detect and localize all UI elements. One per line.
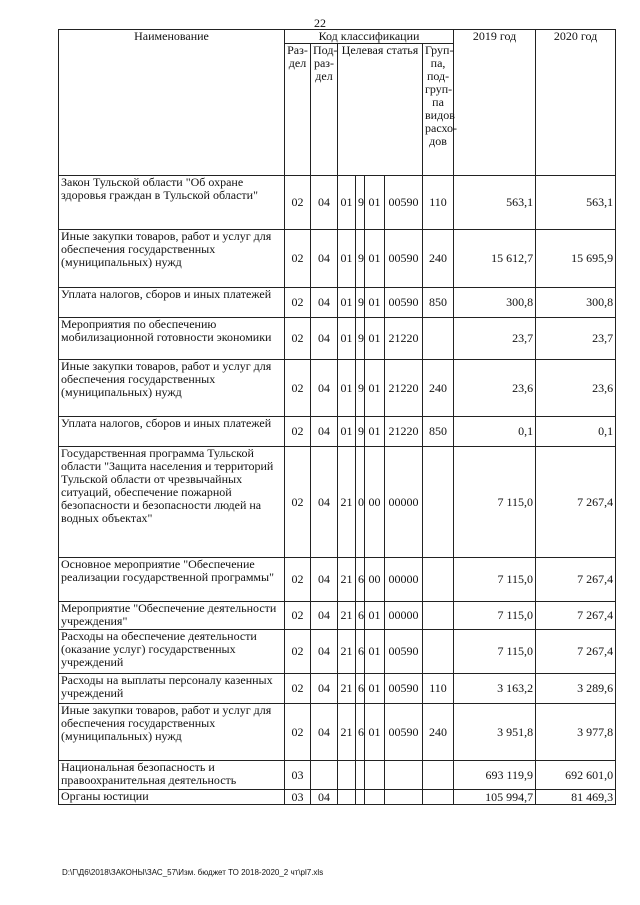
row-subsection: 04 bbox=[311, 360, 338, 417]
row-target-event bbox=[365, 761, 385, 790]
row-value-2020: 15 695,9 bbox=[536, 230, 616, 288]
row-target-event: 01 bbox=[365, 230, 385, 288]
row-expense-group bbox=[423, 447, 454, 558]
row-target-program: 01 bbox=[338, 360, 356, 417]
row-value-2020: 3 977,8 bbox=[536, 704, 616, 761]
row-subsection bbox=[311, 761, 338, 790]
budget-table bbox=[58, 29, 616, 805]
table-row bbox=[59, 602, 616, 630]
row-value-2019: 7 115,0 bbox=[454, 630, 536, 674]
row-value-2020: 692 601,0 bbox=[536, 761, 616, 790]
row-expense-group bbox=[423, 761, 454, 790]
table-row bbox=[59, 558, 616, 602]
row-target-direction: 00590 bbox=[385, 230, 423, 288]
row-target-direction: 21220 bbox=[385, 318, 423, 360]
row-section: 02 bbox=[285, 417, 311, 447]
row-target-direction bbox=[385, 761, 423, 790]
row-value-2019: 563,1 bbox=[454, 176, 536, 230]
row-value-2019: 23,6 bbox=[454, 360, 536, 417]
row-target-direction: 00000 bbox=[385, 447, 423, 558]
row-name: Расходы на обеспечение деятельности (оказание услуг) государственных учреждений bbox=[59, 630, 285, 674]
row-target-program: 01 bbox=[338, 417, 356, 447]
row-subsection: 04 bbox=[311, 230, 338, 288]
row-subsection: 04 bbox=[311, 790, 338, 805]
row-target-event: 01 bbox=[365, 704, 385, 761]
row-value-2019: 0,1 bbox=[454, 417, 536, 447]
row-target-subprogram: 0 bbox=[356, 447, 365, 558]
row-name: Иные закупки товаров, работ и услуг для обеспечения государственных (муниципальных) нужд bbox=[59, 704, 285, 761]
row-name: Иные закупки товаров, работ и услуг для обеспечения государственных (муниципальных) нужд bbox=[59, 360, 285, 417]
row-target-subprogram: 9 bbox=[356, 360, 365, 417]
row-value-2019: 693 119,9 bbox=[454, 761, 536, 790]
row-section: 02 bbox=[285, 704, 311, 761]
row-target-direction: 00590 bbox=[385, 288, 423, 318]
header-2020: 2020 год bbox=[536, 30, 616, 176]
row-expense-group: 240 bbox=[423, 360, 454, 417]
row-expense-group: 110 bbox=[423, 176, 454, 230]
row-section: 03 bbox=[285, 790, 311, 805]
row-section: 02 bbox=[285, 318, 311, 360]
row-value-2020: 81 469,3 bbox=[536, 790, 616, 805]
row-name: Национальная безопасность и правоохранительная деятельность bbox=[59, 761, 285, 790]
row-subsection: 04 bbox=[311, 417, 338, 447]
header-target: Целевая статья bbox=[338, 44, 423, 176]
row-name: Уплата налогов, сборов и иных платежей bbox=[59, 288, 285, 318]
row-target-direction: 00000 bbox=[385, 558, 423, 602]
row-target-subprogram: 9 bbox=[356, 288, 365, 318]
row-section: 02 bbox=[285, 288, 311, 318]
row-target-direction: 00590 bbox=[385, 630, 423, 674]
row-section: 03 bbox=[285, 761, 311, 790]
page-number: 22 bbox=[314, 16, 326, 30]
table-row bbox=[59, 447, 616, 558]
table-row bbox=[59, 704, 616, 761]
row-section: 02 bbox=[285, 360, 311, 417]
row-target-event: 01 bbox=[365, 360, 385, 417]
row-subsection: 04 bbox=[311, 704, 338, 761]
row-target-event: 00 bbox=[365, 447, 385, 558]
row-target-program: 01 bbox=[338, 230, 356, 288]
row-value-2019: 7 115,0 bbox=[454, 447, 536, 558]
row-value-2020: 300,8 bbox=[536, 288, 616, 318]
row-value-2019: 7 115,0 bbox=[454, 558, 536, 602]
row-target-subprogram: 6 bbox=[356, 602, 365, 630]
row-target-subprogram: 9 bbox=[356, 417, 365, 447]
row-target-program: 21 bbox=[338, 630, 356, 674]
row-value-2019: 3 951,8 bbox=[454, 704, 536, 761]
row-subsection: 04 bbox=[311, 602, 338, 630]
row-target-program: 01 bbox=[338, 318, 356, 360]
row-value-2020: 7 267,4 bbox=[536, 558, 616, 602]
header-expense-group: Груп- па, под- груп- па видов расхо- дов bbox=[423, 44, 454, 176]
row-value-2020: 23,6 bbox=[536, 360, 616, 417]
row-section: 02 bbox=[285, 447, 311, 558]
row-section: 02 bbox=[285, 602, 311, 630]
row-target-program: 21 bbox=[338, 558, 356, 602]
row-target-program: 01 bbox=[338, 288, 356, 318]
table-row bbox=[59, 360, 616, 417]
row-target-event: 01 bbox=[365, 176, 385, 230]
row-target-direction: 21220 bbox=[385, 417, 423, 447]
row-value-2019: 300,8 bbox=[454, 288, 536, 318]
row-value-2019: 3 163,2 bbox=[454, 674, 536, 704]
table-row bbox=[59, 318, 616, 360]
row-target-subprogram: 6 bbox=[356, 674, 365, 704]
row-target-event: 01 bbox=[365, 417, 385, 447]
row-target-program: 21 bbox=[338, 602, 356, 630]
row-subsection: 04 bbox=[311, 630, 338, 674]
row-target-subprogram: 9 bbox=[356, 230, 365, 288]
row-expense-group bbox=[423, 558, 454, 602]
row-subsection: 04 bbox=[311, 288, 338, 318]
file-path-footer: D:\Г\Д6\2018\ЗАКОНЫ\ЗАС_57\Изм. бюджет ТО 2018-2020_2 чт\рl7.xls bbox=[62, 868, 324, 877]
row-target-program bbox=[338, 761, 356, 790]
table-row bbox=[59, 630, 616, 674]
row-name: Закон Тульской области "Об охране здоровья граждан в Тульской области" bbox=[59, 176, 285, 230]
row-name: Мероприятия по обеспечению мобилизационной готовности экономики bbox=[59, 318, 285, 360]
row-target-subprogram: 6 bbox=[356, 558, 365, 602]
row-target-event: 01 bbox=[365, 318, 385, 360]
row-value-2020: 3 289,6 bbox=[536, 674, 616, 704]
row-target-direction: 00590 bbox=[385, 674, 423, 704]
row-subsection: 04 bbox=[311, 674, 338, 704]
row-expense-group bbox=[423, 318, 454, 360]
row-value-2020: 23,7 bbox=[536, 318, 616, 360]
row-section: 02 bbox=[285, 176, 311, 230]
row-target-direction: 00590 bbox=[385, 176, 423, 230]
row-subsection: 04 bbox=[311, 447, 338, 558]
row-target-program: 21 bbox=[338, 674, 356, 704]
row-expense-group: 110 bbox=[423, 674, 454, 704]
table-row bbox=[59, 674, 616, 704]
table-row bbox=[59, 230, 616, 288]
header-name: Наименование bbox=[59, 30, 285, 176]
row-target-event: 00 bbox=[365, 558, 385, 602]
row-value-2019: 15 612,7 bbox=[454, 230, 536, 288]
row-expense-group: 240 bbox=[423, 704, 454, 761]
row-name: Уплата налогов, сборов и иных платежей bbox=[59, 417, 285, 447]
row-value-2020: 7 267,4 bbox=[536, 447, 616, 558]
row-section: 02 bbox=[285, 558, 311, 602]
row-expense-group: 240 bbox=[423, 230, 454, 288]
row-target-program: 01 bbox=[338, 176, 356, 230]
row-section: 02 bbox=[285, 230, 311, 288]
row-target-subprogram: 6 bbox=[356, 630, 365, 674]
row-target-direction: 21220 bbox=[385, 360, 423, 417]
row-target-subprogram: 9 bbox=[356, 318, 365, 360]
row-name: Органы юстиции bbox=[59, 790, 285, 805]
row-value-2019: 105 994,7 bbox=[454, 790, 536, 805]
row-target-program: 21 bbox=[338, 447, 356, 558]
table-body bbox=[59, 176, 616, 805]
row-target-event: 01 bbox=[365, 674, 385, 704]
row-name: Мероприятие "Обеспечение деятельности учреждения" bbox=[59, 602, 285, 630]
row-target-program bbox=[338, 790, 356, 805]
row-section: 02 bbox=[285, 674, 311, 704]
row-expense-group: 850 bbox=[423, 417, 454, 447]
row-subsection: 04 bbox=[311, 558, 338, 602]
row-target-event: 01 bbox=[365, 630, 385, 674]
row-value-2020: 7 267,4 bbox=[536, 630, 616, 674]
row-name: Расходы на выплаты персоналу казенных учреждений bbox=[59, 674, 285, 704]
header-section: Раз- дел bbox=[285, 44, 311, 176]
row-target-subprogram bbox=[356, 790, 365, 805]
row-target-program: 21 bbox=[338, 704, 356, 761]
table-row bbox=[59, 417, 616, 447]
row-target-subprogram: 6 bbox=[356, 704, 365, 761]
header-subsection: Под- раз- дел bbox=[311, 44, 338, 176]
row-expense-group bbox=[423, 602, 454, 630]
row-value-2020: 0,1 bbox=[536, 417, 616, 447]
row-value-2020: 7 267,4 bbox=[536, 602, 616, 630]
row-target-direction: 00590 bbox=[385, 704, 423, 761]
row-target-event: 01 bbox=[365, 288, 385, 318]
row-target-event: 01 bbox=[365, 602, 385, 630]
row-name: Основное мероприятие "Обеспечение реализации государственной программы" bbox=[59, 558, 285, 602]
table-row bbox=[59, 176, 616, 230]
row-subsection: 04 bbox=[311, 318, 338, 360]
row-target-event bbox=[365, 790, 385, 805]
table-row bbox=[59, 761, 616, 790]
header-classification: Код классификации bbox=[285, 30, 454, 44]
row-value-2020: 563,1 bbox=[536, 176, 616, 230]
row-expense-group bbox=[423, 630, 454, 674]
row-expense-group: 850 bbox=[423, 288, 454, 318]
row-target-direction bbox=[385, 790, 423, 805]
row-name: Государственная программа Тульской области "Защита населения и территорий Тульской области от чрезвычайных ситуаций, обеспечение пожарной безопасности и безопасности людей на водных объектах" bbox=[59, 447, 285, 558]
header-2019: 2019 год bbox=[454, 30, 536, 176]
row-target-subprogram: 9 bbox=[356, 176, 365, 230]
row-target-direction: 00000 bbox=[385, 602, 423, 630]
row-expense-group bbox=[423, 790, 454, 805]
row-value-2019: 7 115,0 bbox=[454, 602, 536, 630]
row-section: 02 bbox=[285, 630, 311, 674]
row-name: Иные закупки товаров, работ и услуг для обеспечения государственных (муниципальных) нужд bbox=[59, 230, 285, 288]
row-subsection: 04 bbox=[311, 176, 338, 230]
table-row bbox=[59, 288, 616, 318]
table-row bbox=[59, 790, 616, 805]
row-value-2019: 23,7 bbox=[454, 318, 536, 360]
row-target-subprogram bbox=[356, 761, 365, 790]
